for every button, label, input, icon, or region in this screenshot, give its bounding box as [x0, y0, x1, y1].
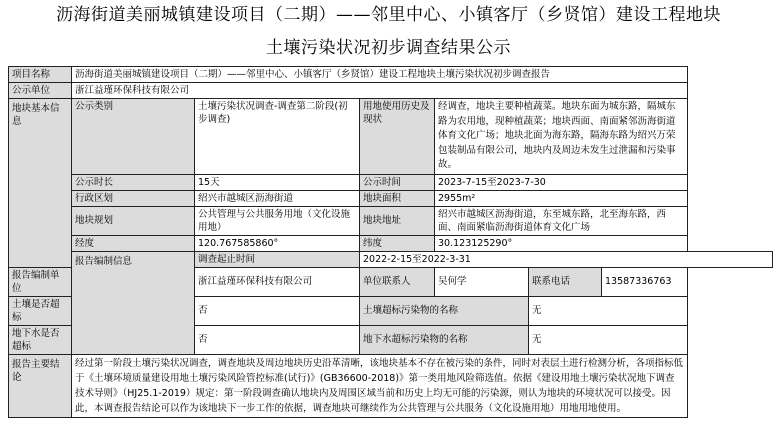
table-row [9, 83, 773, 99]
table-row [9, 190, 773, 206]
project-name-value: 沥海街道美丽城镇建设项目（二期）——邻里中心、小镇客厅（乡贤馆）建设工程地块土壤污染状况初步调查报告 [72, 67, 688, 83]
address-value: 绍兴市越城区沥海街道，东至城东路，北至海东路，西面、南面紧临沥海街道体育文化广场 [435, 206, 688, 235]
plan-value: 公共管理与公共服务用地（文化设施用地） [195, 206, 360, 235]
time-value: 2023-7-15至2023-7-30 [435, 174, 688, 190]
longitude-label: 经度 [72, 235, 195, 251]
phone-label: 联系电话 [529, 267, 602, 296]
history-value: 经调查，地块主要种植蔬菜。地块东面为城东路，隔城东路为农用地，现种植蔬菜；地块西面、南面紧邻沥海街道体育文化广场；地块北面为海东路，隔海东路为绍兴万荣包装制品有限公司，地块内及周边未发生过泄漏和污染事故。 [435, 99, 688, 175]
report-info-section: 报告编制信息 [72, 251, 195, 354]
project-name-label: 项目名称 [9, 67, 72, 83]
soil-exceed-value: 否 [195, 296, 360, 325]
result-table [8, 66, 773, 418]
org-label: 报告编制单位 [9, 267, 72, 296]
soil-pollutant-value: 无 [529, 296, 688, 325]
table-row [9, 251, 773, 267]
soil-pollutant-label: 土壤超标污染物的名称 [360, 296, 529, 325]
conclusion-text: 经过第一阶段土壤污染状况调查，调查地块及周边地块历史沿革清晰，该地块基本不存在被污染的条件，同时对表层土进行检测分析，各项指标低于《土壤环境质量建设用地土壤污染风险管控标准(试行)》(GB36600-2018)》第一类用地风险筛选值。依据《建设用地土壤污染状况地下调查技术导则》（HJ25.1-2019）规定：第一阶段调查确认地块内及周围区域当前和历史上均无可能的污染源，则认为地块的环境状况可以接受。因此，本调查报告结论可以作为该地块下一步工作的依据，调查地块可继续作为公共管理与公共服务（文化设施用地）用地用地使用。 [72, 354, 688, 417]
table-row [9, 174, 773, 190]
duration-value: 15天 [195, 174, 360, 190]
latitude-label: 纬度 [360, 235, 435, 251]
history-label: 用地使用历史及现状 [360, 99, 435, 175]
contact-label: 单位联系人 [360, 267, 435, 296]
publisher-label: 公示单位 [9, 83, 72, 99]
area-label: 地块面积 [360, 190, 435, 206]
period-label: 调查起止时间 [195, 251, 360, 267]
category-value: 土壤污染状况调查-调查第二阶段(初步调查) [195, 99, 360, 175]
duration-label: 公示时长 [72, 174, 195, 190]
publisher-value: 浙江益瑾环保科技有限公司 [72, 83, 688, 99]
water-pollutant-label: 地下水超标污染物的名称 [360, 325, 529, 354]
address-label: 地块地址 [360, 206, 435, 235]
period-value: 2022-2-15至2022-3-31 [360, 251, 773, 267]
phone-value: 13587336763 [602, 267, 688, 296]
table-row [9, 354, 773, 417]
conclusion-section: 报告主要结论 [9, 354, 72, 417]
latitude-value: 30.123125290° [435, 235, 688, 251]
table-row [9, 99, 773, 175]
contact-value: 吴何学 [435, 267, 529, 296]
water-exceed-label: 地下水是否超标 [9, 325, 72, 354]
org-value: 浙江益瑾环保科技有限公司 [195, 267, 360, 296]
longitude-value: 120.767585860° [195, 235, 360, 251]
category-label: 公示类别 [72, 99, 195, 175]
plan-label: 地块规划 [72, 206, 195, 235]
page-title: 沥海街道美丽城镇建设项目（二期）——邻里中心、小镇客厅（乡贤馆）建设工程地块 [56, 5, 721, 25]
table-row [9, 67, 773, 83]
page-subtitle: 土壤污染状况初步调查结果公示 [266, 38, 511, 58]
water-pollutant-value: 无 [529, 325, 688, 354]
table-row [9, 235, 773, 251]
water-exceed-value: 否 [195, 325, 360, 354]
district-value: 绍兴市越城区沥海街道 [195, 190, 360, 206]
district-label: 行政区划 [72, 190, 195, 206]
table-row [9, 206, 773, 235]
soil-exceed-label: 土壤是否超标 [9, 296, 72, 325]
area-value: 2955m² [435, 190, 688, 206]
site-info-section: 地块基本信息 [9, 99, 72, 268]
time-label: 公示时间 [360, 174, 435, 190]
